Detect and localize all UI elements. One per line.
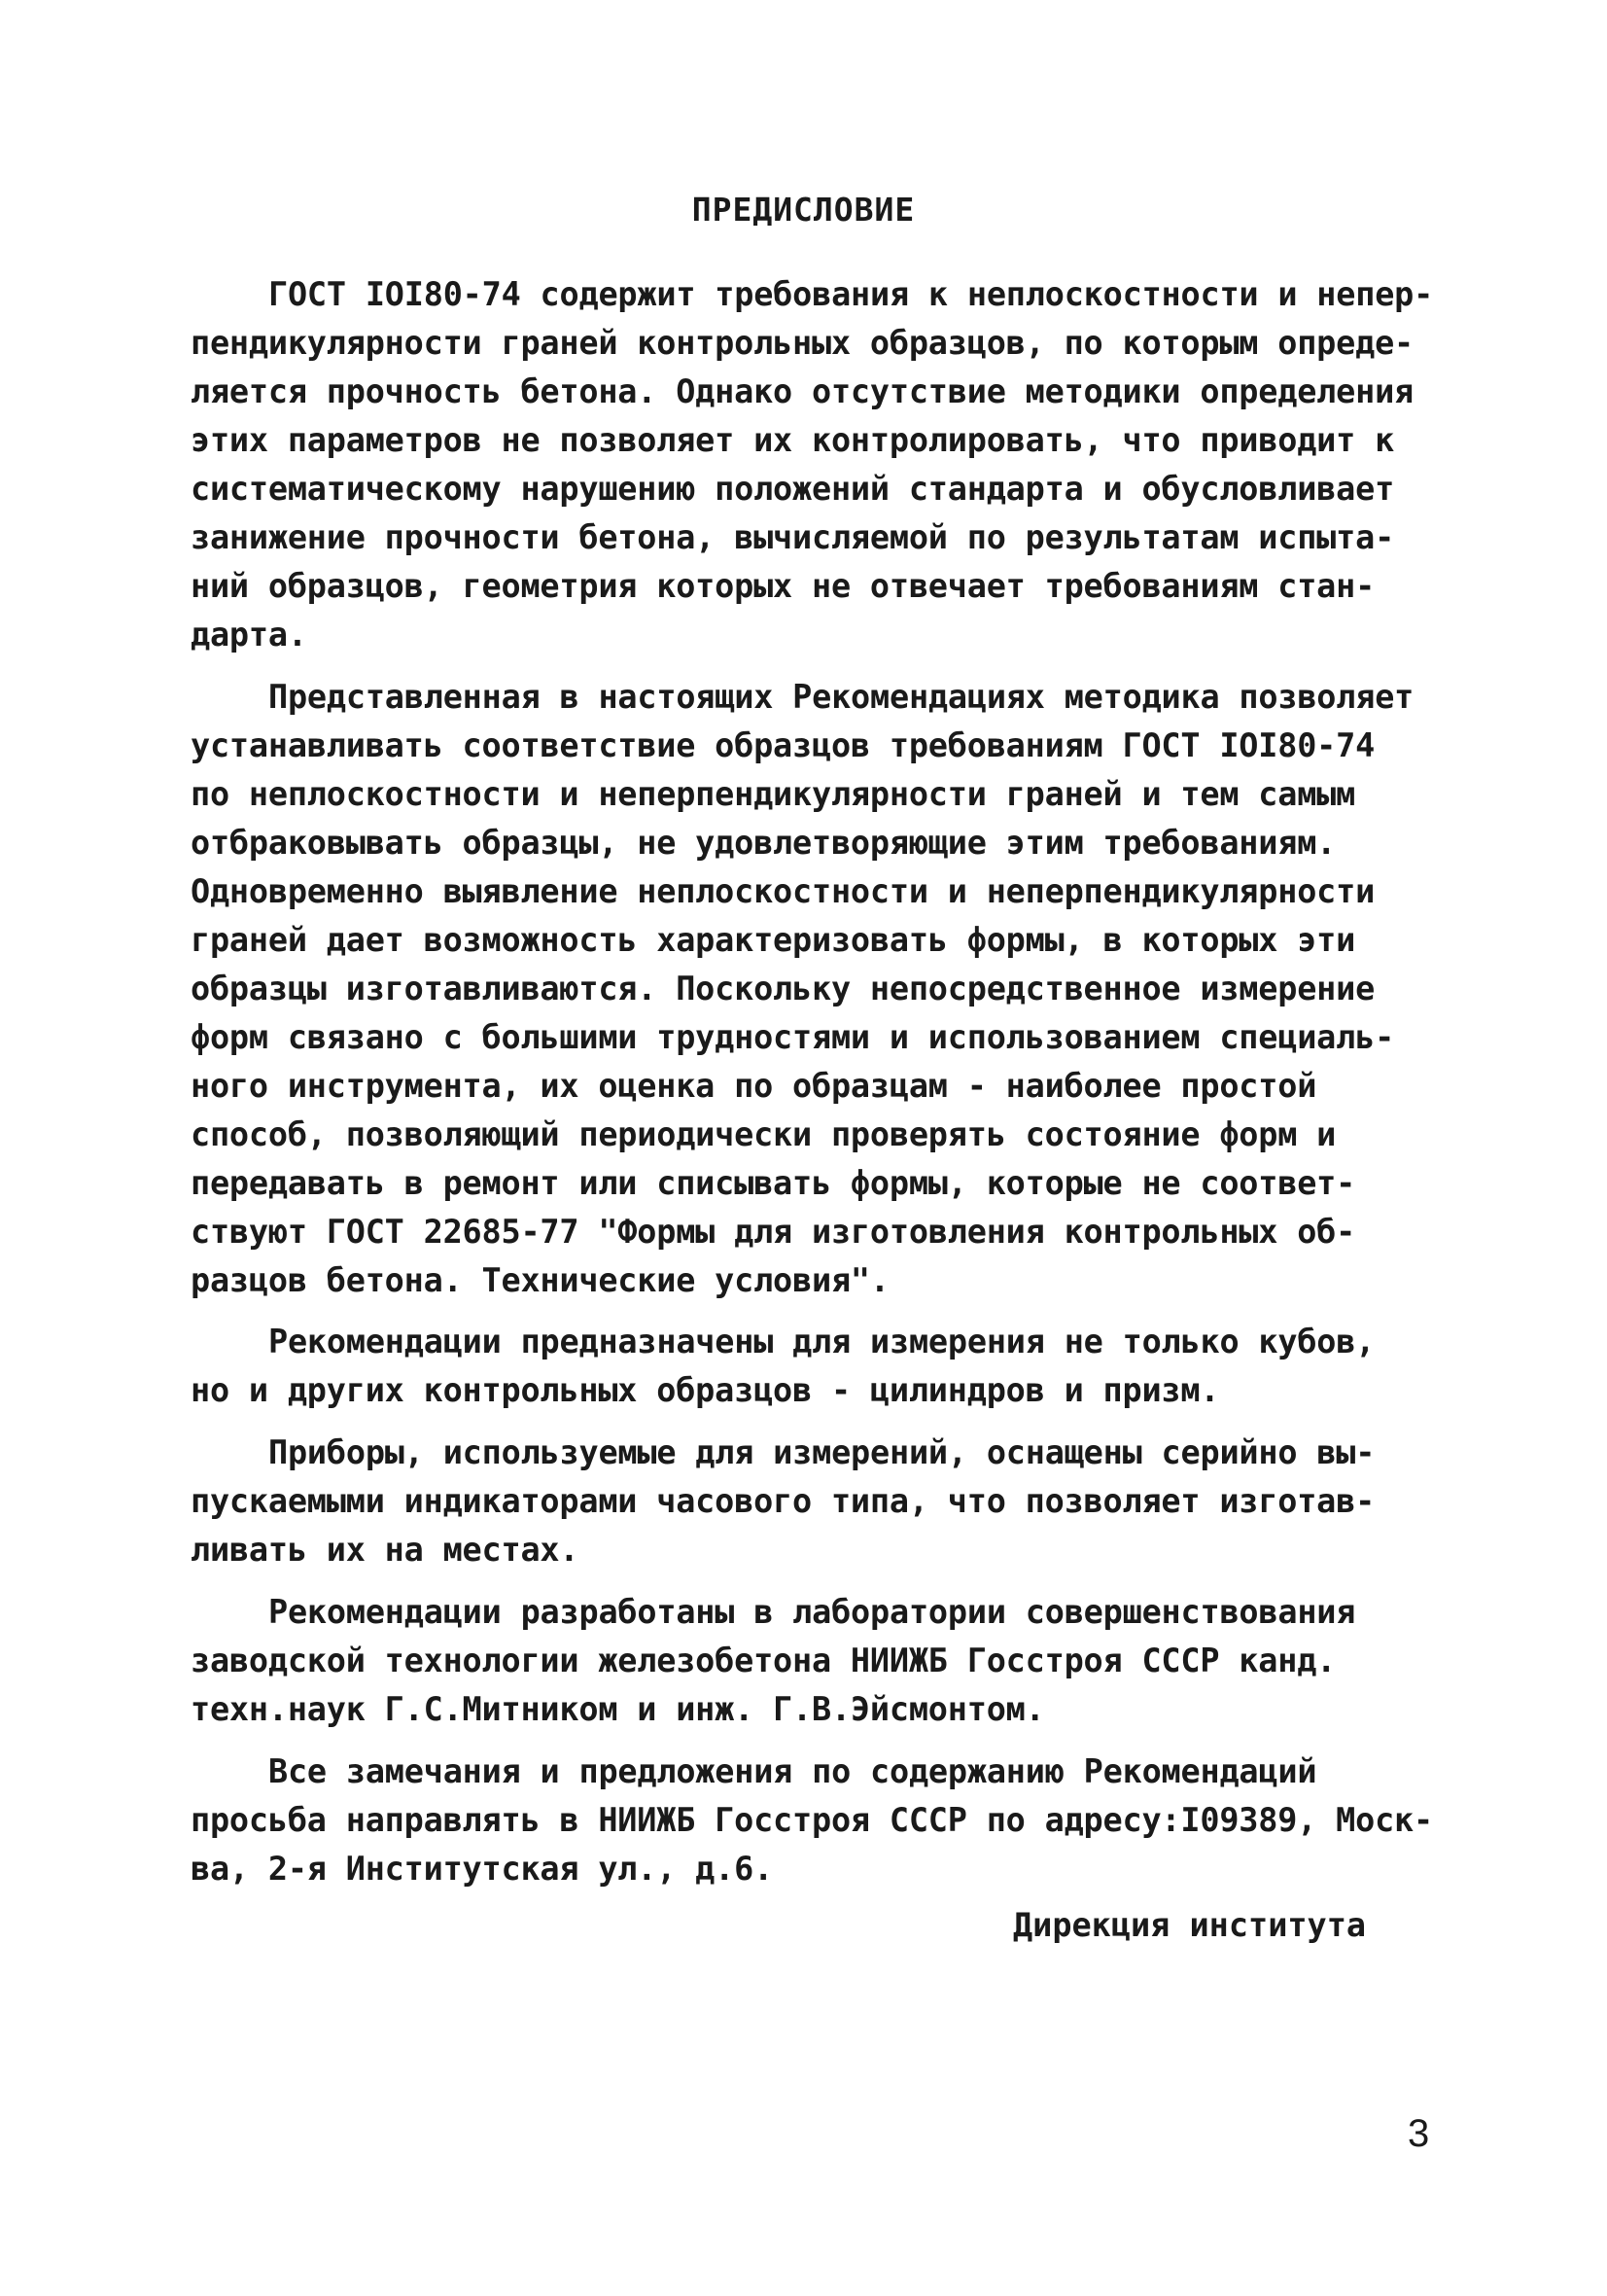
paragraph-2-line-8: форм связано с большими трудностями и использованием специаль- (191, 1018, 1395, 1056)
paragraph-5-line-3: техн.наук Г.С.Митником и инж. Г.В.Эйсмонтом. (191, 1690, 1045, 1728)
paragraph-2-line-12: ствуют ГОСТ 22685-77 "Формы для изготовления контрольных об- (191, 1213, 1356, 1251)
paragraph-6-line-1: Все замечания и предложения по содержанию Рекомендаций (268, 1752, 1317, 1790)
paragraph-1-line-8: дарта. (191, 616, 307, 653)
paragraph-1-line-1: ГОСТ IOI80-74 содержит требования к неплоскостности и непер- (268, 275, 1434, 313)
paragraph-2-line-4: отбраковывать образцы, не удовлетворяющие этим требованиям. (191, 824, 1337, 862)
paragraph-4-line-2: пускаемыми индикаторами часового типа, что позволяет изготав- (191, 1482, 1376, 1520)
paragraph-1-line-4: этих параметров не позволяет их контролировать, что приводит к (191, 421, 1395, 459)
page-title: ПРЕДИСЛОВИЕ (691, 191, 916, 229)
paragraph-4-line-1: Приборы, используемые для измерений, оснащены серийно вы- (268, 1433, 1376, 1471)
paragraph-2-line-2: устанавливать соответствие образцов требованиям ГОСТ IOI80-74 (191, 726, 1376, 764)
page-number: 3 (1408, 2112, 1430, 2155)
paragraph-6-line-2: просьба направлять в НИИЖБ Госстроя СССР по адресу:I09389, Моск- (191, 1801, 1433, 1839)
paragraph-2-line-1: Представленная в настоящих Рекомендациях методика позволяет (268, 678, 1415, 716)
paragraph-5-line-1: Рекомендации разработаны в лаборатории совершенствования (268, 1593, 1356, 1631)
signature: Дирекция института (1013, 1906, 1367, 1944)
paragraph-2-line-6: граней дает возможность характеризовать формы, в которых эти (191, 921, 1356, 959)
paragraph-2-line-9: ного инструмента, их оценка по образцам - наиболее простой (191, 1067, 1317, 1105)
paragraph-2-line-7: образцы изготавливаются. Поскольку непосредственное измерение (191, 970, 1376, 1007)
paragraph-2-line-13: разцов бетона. Технические условия". (191, 1261, 890, 1299)
paragraph-1-line-7: ний образцов, геометрия которых не отвечает требованиям стан- (191, 567, 1376, 605)
paragraph-1-line-5: систематическому нарушению положений стандарта и обусловливает (191, 470, 1395, 508)
paragraph-4-line-3: ливать их на местах. (191, 1531, 579, 1569)
paragraph-3-line-2: но и других контрольных образцов - цилиндров и призм. (191, 1371, 1220, 1409)
paragraph-6-line-3: ва, 2-я Институтская ул., д.6. (191, 1850, 774, 1888)
paragraph-2-line-11: передавать в ремонт или списывать формы, которые не соответ- (191, 1164, 1356, 1202)
paragraph-1-line-2: пендикулярности граней контрольных образцов, по которым опреде- (191, 324, 1415, 362)
paragraph-2-line-10: способ, позволяющий периодически проверять состояние форм и (191, 1115, 1337, 1153)
paragraph-5-line-2: заводской технологии железобетона НИИЖБ Госстроя СССР канд. (191, 1642, 1337, 1679)
paragraph-2-line-5: Одновременно выявление неплоскостности и неперпендикулярности (191, 872, 1376, 910)
paragraph-2-line-3: по неплоскостности и неперпендикулярности граней и тем самым (191, 775, 1356, 813)
paragraph-1-line-3: ляется прочность бетона. Однако отсутствие методики определения (191, 372, 1415, 410)
paragraph-1-line-6: занижение прочности бетона, вычисляемой по результатам испыта- (191, 518, 1395, 556)
paragraph-3-line-1: Рекомендации предназначены для измерения не только кубов, (268, 1323, 1376, 1360)
